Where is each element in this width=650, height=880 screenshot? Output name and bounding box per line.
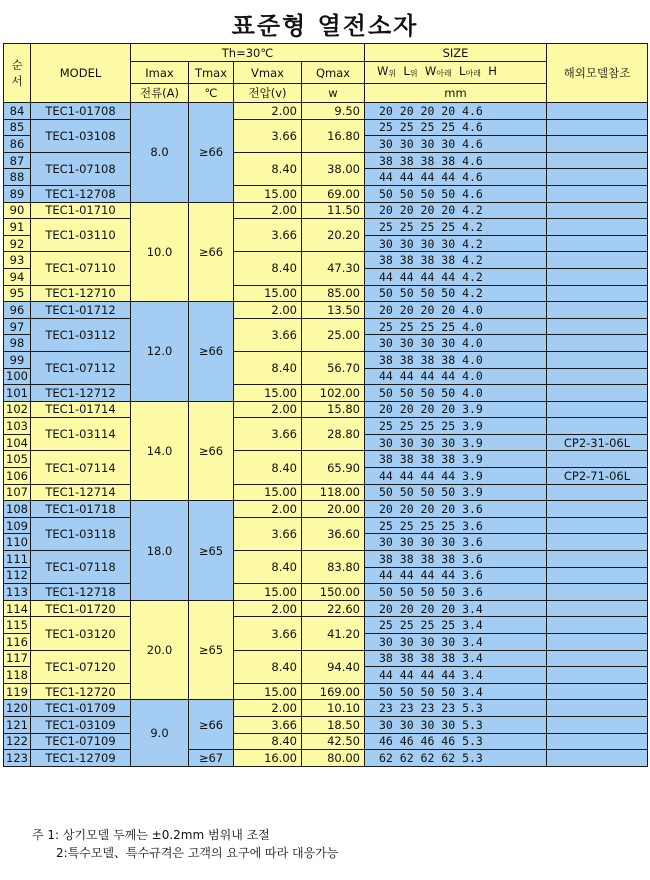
row-number: 112: [4, 567, 31, 584]
row-number: 119: [4, 683, 31, 700]
ref-model-cell: [547, 750, 648, 767]
size-cell: 25 25 25 25 4.0: [365, 318, 547, 335]
tmax-cell: ≥66: [189, 302, 234, 402]
table-row: [4, 119, 648, 136]
table-row: [4, 418, 648, 435]
table-row: [4, 451, 648, 468]
qmax-cell: 10.10: [302, 700, 365, 717]
qmax-cell: 41.20: [302, 617, 365, 650]
ref-model-cell: [547, 484, 648, 501]
ref-model-cell: [547, 716, 648, 733]
vmax-cell: 3.66: [234, 318, 302, 351]
ref-model-cell: [547, 235, 648, 252]
ref-model-cell: [547, 202, 648, 219]
qmax-cell: 25.00: [302, 318, 365, 351]
qmax-cell: 36.60: [302, 517, 365, 550]
qmax-cell: 42.50: [302, 733, 365, 750]
model-cell: TEC1-07120: [31, 650, 131, 683]
qmax-cell: 118.00: [302, 484, 365, 501]
table-row: [4, 401, 648, 418]
size-cell: 25 25 25 25 4.2: [365, 219, 547, 236]
row-number: 95: [4, 285, 31, 302]
row-number: 85: [4, 119, 31, 136]
ref-model-cell: [547, 634, 648, 651]
size-cell: 30 30 30 30 4.0: [365, 335, 547, 352]
model-cell: TEC1-12710: [31, 285, 131, 302]
size-cell: 44 44 44 44 3.4: [365, 667, 547, 684]
size-cell: 25 25 25 25 4.6: [365, 119, 547, 136]
tmax-unit: ℃: [189, 84, 234, 103]
model-cell: TEC1-12709: [31, 750, 131, 767]
row-number: 115: [4, 617, 31, 634]
size-cell: 62 62 62 62 5.3: [365, 750, 547, 767]
model-cell: TEC1-03114: [31, 418, 131, 451]
size-cell: 44 44 44 44 4.2: [365, 268, 547, 285]
vmax-cell: 8.40: [234, 551, 302, 584]
ref-model-cell: [547, 733, 648, 750]
qmax-cell: 15.80: [302, 401, 365, 418]
ref-model-cell: [547, 451, 648, 468]
vmax-cell: 15.00: [234, 683, 302, 700]
size-cell: 44 44 44 44 3.6: [365, 567, 547, 584]
table-row: [4, 385, 648, 402]
row-number: 86: [4, 136, 31, 153]
row-number: 89: [4, 185, 31, 202]
model-cell: TEC1-01720: [31, 600, 131, 617]
ref-model-cell: [547, 169, 648, 186]
table-row: [4, 517, 648, 534]
ref-model-cell: [547, 136, 648, 153]
row-number: 113: [4, 584, 31, 601]
model-cell: TEC1-07112: [31, 351, 131, 384]
row-number: 90: [4, 202, 31, 219]
ref-model-cell: [547, 683, 648, 700]
model-cell: TEC1-12712: [31, 385, 131, 402]
table-row: [4, 302, 648, 319]
th-header: Th=30℃: [131, 44, 365, 62]
size-cell: 20 20 20 20 3.9: [365, 401, 547, 418]
row-number: 108: [4, 501, 31, 518]
vmax-cell: 2.00: [234, 700, 302, 717]
ref-model-cell: [547, 318, 648, 335]
size-cell: 44 44 44 44 4.0: [365, 368, 547, 385]
row-number: 103: [4, 418, 31, 435]
ref-model-cell: [547, 219, 648, 236]
row-number: 123: [4, 750, 31, 767]
model-cell: TEC1-03112: [31, 318, 131, 351]
ref-model-cell: CP2-31-06L: [547, 434, 648, 451]
vmax-cell: 2.00: [234, 302, 302, 319]
table-row: [4, 501, 648, 518]
ref-model-cell: [547, 418, 648, 435]
qmax-cell: 20.20: [302, 219, 365, 252]
vmax-cell: 15.00: [234, 285, 302, 302]
table-row: [4, 219, 648, 236]
qmax-cell: 80.00: [302, 750, 365, 767]
ref-model-cell: [547, 501, 648, 518]
qmax-cell: 65.90: [302, 451, 365, 484]
vmax-cell: 8.40: [234, 351, 302, 384]
size-cell: 30 30 30 30 3.4: [365, 634, 547, 651]
qmax-cell: 16.80: [302, 119, 365, 152]
tmax-cell: ≥66: [189, 700, 234, 750]
table-row: [4, 733, 648, 750]
ref-model-cell: [547, 268, 648, 285]
qmax-cell: 11.50: [302, 202, 365, 219]
size-cell: 20 20 20 20 3.6: [365, 501, 547, 518]
imax-cell: 12.0: [131, 302, 189, 402]
model-cell: TEC1-03108: [31, 119, 131, 152]
size-cell: 50 50 50 50 4.2: [365, 285, 547, 302]
size-cell: 38 38 38 38 4.2: [365, 252, 547, 269]
size-cell: 30 30 30 30 4.6: [365, 136, 547, 153]
table-row: [4, 285, 648, 302]
table-row: [4, 318, 648, 335]
model-cell: TEC1-12720: [31, 683, 131, 700]
model-cell: TEC1-12708: [31, 185, 131, 202]
qmax-cell: 69.00: [302, 185, 365, 202]
row-number: 97: [4, 318, 31, 335]
imax-cell: 20.0: [131, 600, 189, 700]
row-number: 91: [4, 219, 31, 236]
table-row: [4, 252, 648, 269]
size-cell: 20 20 20 20 4.2: [365, 202, 547, 219]
vmax-cell: 8.40: [234, 252, 302, 285]
model-cell: TEC1-01709: [31, 700, 131, 717]
vmax-cell: 16.00: [234, 750, 302, 767]
vmax-cell: 2.00: [234, 202, 302, 219]
row-number: 100: [4, 368, 31, 385]
footnotes: [32, 826, 338, 862]
table-row: [4, 351, 648, 368]
model-header: MODEL: [31, 44, 131, 103]
vmax-cell: 3.66: [234, 716, 302, 733]
ref-model-cell: [547, 617, 648, 634]
size-cell: 20 20 20 20 4.6: [365, 103, 547, 120]
size-cell: 38 38 38 38 4.0: [365, 351, 547, 368]
size-cell: 38 38 38 38 3.9: [365, 451, 547, 468]
table-row: [4, 700, 648, 717]
model-cell: TEC1-03109: [31, 716, 131, 733]
ref-header: 해외모델참조: [547, 44, 648, 103]
row-number: 106: [4, 468, 31, 485]
tmax-cell: ≥65: [189, 501, 234, 601]
size-cell: 50 50 50 50 3.9: [365, 484, 547, 501]
row-number: 111: [4, 551, 31, 568]
vmax-cell: 3.66: [234, 219, 302, 252]
qmax-cell: 38.00: [302, 152, 365, 185]
vmax-cell: 2.00: [234, 501, 302, 518]
row-number: 122: [4, 733, 31, 750]
vmax-cell: 15.00: [234, 385, 302, 402]
size-header: SIZE: [365, 44, 547, 62]
vmax-unit: 전압(v): [234, 84, 302, 103]
row-number: 96: [4, 302, 31, 319]
model-cell: TEC1-01712: [31, 302, 131, 319]
size-cell: 30 30 30 30 4.2: [365, 235, 547, 252]
ref-model-cell: [547, 650, 648, 667]
row-number: 118: [4, 667, 31, 684]
size-unit: mm: [365, 84, 547, 103]
model-cell: TEC1-01708: [31, 103, 131, 120]
table-row: [4, 484, 648, 501]
qmax-cell: 150.00: [302, 584, 365, 601]
size-cell: 44 44 44 44 3.9: [365, 468, 547, 485]
ref-model-cell: [547, 700, 648, 717]
ref-model-cell: [547, 368, 648, 385]
size-cell: 46 46 46 46 5.3: [365, 733, 547, 750]
model-cell: TEC1-01710: [31, 202, 131, 219]
size-cell: 50 50 50 50 3.4: [365, 683, 547, 700]
qmax-cell: 9.50: [302, 103, 365, 120]
ref-model-cell: [547, 335, 648, 352]
footnote-2: 2:특수모델、특수규격은 고객의 요구에 따라 대응가능: [56, 846, 339, 860]
qmax-cell: 102.00: [302, 385, 365, 402]
qmax-cell: 169.00: [302, 683, 365, 700]
row-number: 120: [4, 700, 31, 717]
imax-cell: 8.0: [131, 103, 189, 203]
vmax-header: Vmax: [234, 62, 302, 84]
no-header: 순 서: [4, 44, 31, 103]
vmax-cell: 15.00: [234, 484, 302, 501]
ref-model-cell: [547, 103, 648, 120]
ref-model-cell: [547, 185, 648, 202]
model-cell: TEC1-03120: [31, 617, 131, 650]
tmax-cell: ≥66: [189, 103, 234, 203]
vmax-cell: 8.40: [234, 733, 302, 750]
ref-model-cell: [547, 252, 648, 269]
size-cell: 25 25 25 25 3.6: [365, 517, 547, 534]
table-row: [4, 750, 648, 767]
tmax-cell: ≥66: [189, 401, 234, 501]
ref-model-cell: [547, 285, 648, 302]
imax-cell: 9.0: [131, 700, 189, 766]
ref-model-cell: [547, 385, 648, 402]
qmax-cell: 56.70: [302, 351, 365, 384]
vmax-cell: 3.66: [234, 517, 302, 550]
vmax-cell: 15.00: [234, 584, 302, 601]
row-number: 104: [4, 434, 31, 451]
row-number: 88: [4, 169, 31, 186]
model-cell: TEC1-07110: [31, 252, 131, 285]
qmax-cell: 47.30: [302, 252, 365, 285]
ref-model-cell: [547, 152, 648, 169]
table-row: [4, 103, 648, 120]
vmax-cell: 2.00: [234, 600, 302, 617]
ref-model-cell: [547, 401, 648, 418]
vmax-cell: 3.66: [234, 617, 302, 650]
row-number: 92: [4, 235, 31, 252]
model-cell: TEC1-07118: [31, 551, 131, 584]
page-title: 표준형 열전소자: [231, 12, 419, 40]
size-columns-header: $W_위$ $L_위$ $W_{아래}$ $L_{아래}$ H: [365, 62, 547, 84]
row-number: 109: [4, 517, 31, 534]
qmax-cell: 20.00: [302, 501, 365, 518]
imax-header: Imax: [131, 62, 189, 84]
row-number: 105: [4, 451, 31, 468]
ref-model-cell: [547, 119, 648, 136]
imax-cell: 10.0: [131, 202, 189, 302]
qmax-cell: 18.50: [302, 716, 365, 733]
imax-cell: 14.0: [131, 401, 189, 501]
table-row: [4, 202, 648, 219]
qmax-cell: 94.40: [302, 650, 365, 683]
table-row: [4, 617, 648, 634]
qmax-cell: 83.80: [302, 551, 365, 584]
vmax-cell: 2.00: [234, 401, 302, 418]
size-cell: 30 30 30 30 3.6: [365, 534, 547, 551]
qmax-header: Qmax: [302, 62, 365, 84]
qmax-cell: 22.60: [302, 600, 365, 617]
table-row: [4, 584, 648, 601]
table-row: [4, 650, 648, 667]
spec-table: [3, 43, 648, 767]
row-number: 93: [4, 252, 31, 269]
vmax-cell: 3.66: [234, 418, 302, 451]
size-cell: 50 50 50 50 4.6: [365, 185, 547, 202]
vmax-cell: 15.00: [234, 185, 302, 202]
size-cell: 38 38 38 38 3.4: [365, 650, 547, 667]
model-cell: TEC1-03118: [31, 517, 131, 550]
row-number: 107: [4, 484, 31, 501]
ref-model-cell: [547, 584, 648, 601]
row-number: 99: [4, 351, 31, 368]
table-row: [4, 551, 648, 568]
ref-model-cell: [547, 517, 648, 534]
size-cell: 20 20 20 20 3.4: [365, 600, 547, 617]
ref-model-cell: [547, 302, 648, 319]
vmax-cell: 8.40: [234, 152, 302, 185]
imax-unit: 전류(A): [131, 84, 189, 103]
size-cell: 30 30 30 30 3.9: [365, 434, 547, 451]
size-cell: 23 23 23 23 5.3: [365, 700, 547, 717]
size-cell: 38 38 38 38 3.6: [365, 551, 547, 568]
row-number: 98: [4, 335, 31, 352]
model-cell: TEC1-07114: [31, 451, 131, 484]
row-number: 87: [4, 152, 31, 169]
ref-model-cell: [547, 351, 648, 368]
row-number: 117: [4, 650, 31, 667]
tmax-header: Tmax: [189, 62, 234, 84]
row-number: 116: [4, 634, 31, 651]
table-row: [4, 716, 648, 733]
model-cell: TEC1-01718: [31, 501, 131, 518]
model-cell: TEC1-07109: [31, 733, 131, 750]
vmax-cell: 3.66: [234, 119, 302, 152]
ref-model-cell: [547, 534, 648, 551]
ref-model-cell: [547, 600, 648, 617]
size-cell: 25 25 25 25 3.9: [365, 418, 547, 435]
size-cell: 44 44 44 44 4.6: [365, 169, 547, 186]
table-row: [4, 152, 648, 169]
ref-model-cell: [547, 667, 648, 684]
model-cell: TEC1-03110: [31, 219, 131, 252]
row-number: 94: [4, 268, 31, 285]
model-cell: TEC1-07108: [31, 152, 131, 185]
ref-model-cell: [547, 567, 648, 584]
row-number: 121: [4, 716, 31, 733]
qmax-cell: 28.80: [302, 418, 365, 451]
footnote-1: 주 1: 상기모델 두께는 ±0.2mm 범위내 조절: [32, 828, 270, 842]
tmax-cell: ≥65: [189, 600, 234, 700]
vmax-cell: 2.00: [234, 103, 302, 120]
vmax-cell: 8.40: [234, 451, 302, 484]
size-cell: 25 25 25 25 3.4: [365, 617, 547, 634]
size-cell: 50 50 50 50 3.6: [365, 584, 547, 601]
qmax-unit: w: [302, 84, 365, 103]
size-cell: 20 20 20 20 4.0: [365, 302, 547, 319]
row-number: 114: [4, 600, 31, 617]
tmax-cell: ≥66: [189, 202, 234, 302]
row-number: 84: [4, 103, 31, 120]
model-cell: TEC1-01714: [31, 401, 131, 418]
tmax-cell: ≥67: [189, 750, 234, 767]
model-cell: TEC1-12714: [31, 484, 131, 501]
table-row: [4, 683, 648, 700]
table-row: [4, 600, 648, 617]
qmax-cell: 13.50: [302, 302, 365, 319]
row-number: 101: [4, 385, 31, 402]
size-cell: 50 50 50 50 4.0: [365, 385, 547, 402]
table-row: [4, 185, 648, 202]
qmax-cell: 85.00: [302, 285, 365, 302]
ref-model-cell: [547, 551, 648, 568]
ref-model-cell: CP2-71-06L: [547, 468, 648, 485]
row-number: 102: [4, 401, 31, 418]
row-number: 110: [4, 534, 31, 551]
imax-cell: 18.0: [131, 501, 189, 601]
vmax-cell: 8.40: [234, 650, 302, 683]
size-cell: 30 30 30 30 5.3: [365, 716, 547, 733]
size-cell: 38 38 38 38 4.6: [365, 152, 547, 169]
model-cell: TEC1-12718: [31, 584, 131, 601]
